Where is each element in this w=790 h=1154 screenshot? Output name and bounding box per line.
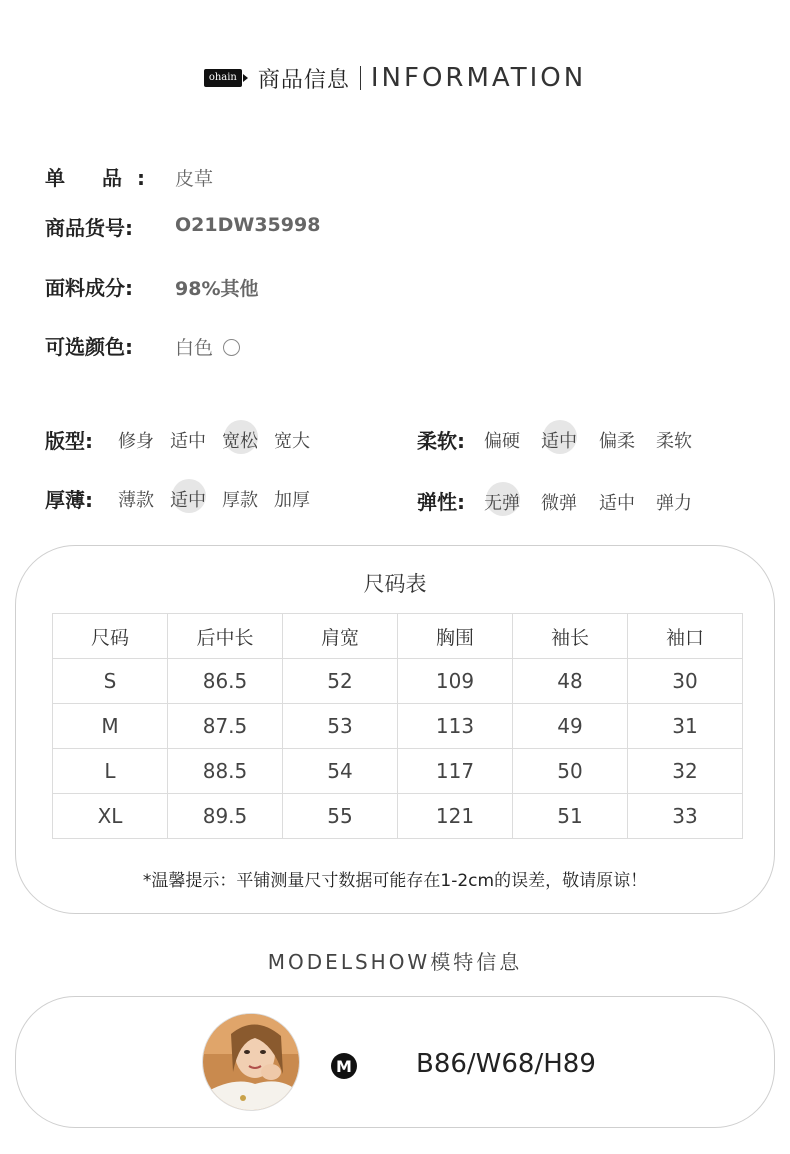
softness-option: 偏硬 [484, 431, 520, 452]
table-cell: 117 [398, 749, 513, 794]
table-cell: 31 [628, 704, 743, 749]
fit-option: 修身 [118, 431, 154, 452]
table-cell: 53 [283, 704, 398, 749]
attr-label-thickness: 厚薄: [45, 488, 93, 512]
white-color-swatch-icon [223, 339, 240, 356]
info-value-item: 皮草 [175, 168, 214, 190]
table-header-cell: 肩宽 [283, 614, 398, 659]
size-chart-title: 尺码表 [363, 572, 427, 596]
table-cell: XL [53, 794, 168, 839]
table-cell: 121 [398, 794, 513, 839]
table-cell: 52 [283, 659, 398, 704]
softness-option: 柔软 [656, 431, 692, 452]
model-size-badge: M [331, 1053, 357, 1079]
header-title-cn: 商品信息 [257, 67, 350, 93]
table-cell: 113 [398, 704, 513, 749]
table-header-cell: 袖口 [628, 614, 743, 659]
brand-logo [204, 69, 248, 87]
softness-option-selected: 适中 [541, 431, 577, 452]
softness-option: 偏柔 [599, 431, 635, 452]
info-value-fabric: 98%其他 [175, 278, 259, 300]
table-cell: 32 [628, 749, 743, 794]
thickness-option-selected: 适中 [170, 490, 206, 511]
thickness-option: 加厚 [274, 490, 310, 511]
table-cell: 50 [513, 749, 628, 794]
table-header-row [53, 614, 743, 659]
table-header-cell: 胸围 [398, 614, 513, 659]
table-cell: 89.5 [168, 794, 283, 839]
model-section-title: MODELSHOW模特信息 [267, 950, 523, 974]
attr-label-elasticity: 弹性: [417, 490, 465, 514]
table-cell: 55 [283, 794, 398, 839]
thickness-option: 薄款 [118, 490, 154, 511]
table-row [53, 659, 743, 704]
size-chart-card [15, 545, 775, 914]
table-cell: 49 [513, 704, 628, 749]
measurement-note: *温馨提示：平铺测量尺寸数据可能存在1-2cm的误差，敬请原谅！ [142, 871, 648, 891]
info-value-sku: O21DW35998 [175, 214, 321, 236]
model-avatar [202, 1013, 300, 1111]
elasticity-option-selected: 无弹 [484, 493, 520, 514]
fit-option: 适中 [170, 431, 206, 452]
attr-label-softness: 柔软: [417, 429, 465, 453]
table-cell: 30 [628, 659, 743, 704]
table-cell: 33 [628, 794, 743, 839]
table-cell: 87.5 [168, 704, 283, 749]
info-label-item: 单 品: [45, 166, 145, 190]
table-cell: 54 [283, 749, 398, 794]
elasticity-option: 微弹 [541, 493, 577, 514]
table-row [53, 749, 743, 794]
table-cell: 109 [398, 659, 513, 704]
elasticity-option: 弹力 [656, 493, 692, 514]
info-value-color [175, 333, 240, 360]
page-header [0, 58, 790, 98]
table-cell: 86.5 [168, 659, 283, 704]
header-divider [360, 66, 361, 90]
color-name: 白色 [175, 337, 214, 359]
size-table [52, 613, 743, 839]
model-measurements: B86/W68/H89 [416, 1049, 596, 1079]
table-cell: M [53, 704, 168, 749]
header-title-en: INFORMATION [370, 63, 587, 93]
elasticity-option: 适中 [599, 493, 635, 514]
play-triangle-icon [243, 74, 248, 82]
thickness-option: 厚款 [222, 490, 258, 511]
table-row [53, 704, 743, 749]
attr-label-fit: 版型: [45, 429, 93, 453]
table-header-cell: 后中长 [168, 614, 283, 659]
model-info-card [15, 996, 775, 1128]
fit-option-selected: 宽松 [222, 431, 258, 452]
table-row [53, 794, 743, 839]
brand-logo-text: ohain [204, 69, 242, 87]
info-label-sku: 商品货号: [45, 216, 133, 240]
table-cell: S [53, 659, 168, 704]
table-cell: L [53, 749, 168, 794]
info-label-fabric: 面料成分: [45, 276, 133, 300]
table-cell: 51 [513, 794, 628, 839]
fit-option: 宽大 [274, 431, 310, 452]
table-header-cell: 袖长 [513, 614, 628, 659]
model-photo-icon [203, 1014, 299, 1110]
table-cell: 48 [513, 659, 628, 704]
table-header-cell: 尺码 [53, 614, 168, 659]
table-cell: 88.5 [168, 749, 283, 794]
info-label-color: 可选颜色: [45, 335, 133, 359]
